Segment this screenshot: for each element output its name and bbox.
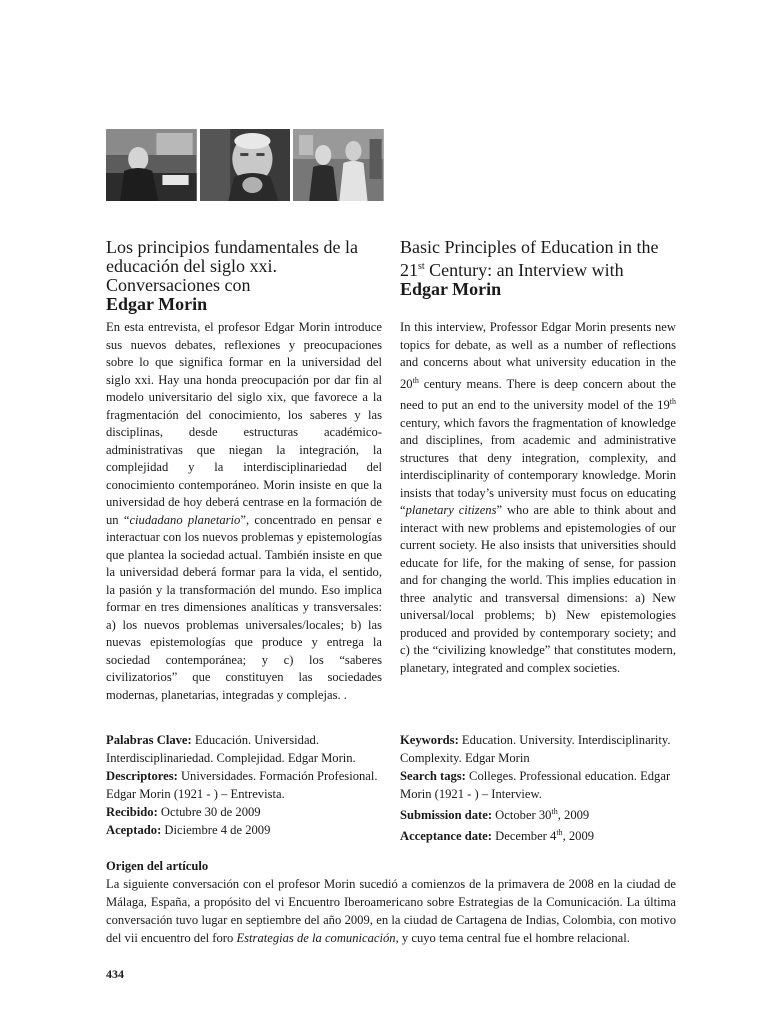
spanish-received — [106, 803, 382, 821]
spanish-title-text: Los principios fundamentales de la educación del siglo xxi. Conversaciones con — [106, 237, 358, 295]
english-title-text-2: Century: an Interview with — [424, 260, 624, 280]
photo-strip — [106, 129, 384, 201]
spanish-title — [106, 237, 382, 314]
english-keywords-value: Education. University. Interdisciplinarity. Complexity. Edgar Morin — [400, 733, 671, 765]
english-metadata — [400, 731, 676, 845]
english-submission-sup: th — [551, 807, 558, 816]
spanish-abstract-part-1: En esta entrevista, el profesor Edgar Morin introduce sus nuevos debates, reflexiones y preocupaciones sobre lo que significa formar en la universidad del siglo xxi. Hay una honda preocupación por dar fin al modelo universitario del siglo xix, que favorece a la fragmentación del conocimiento, los saberes y las disciplinas, desde estructuras académico-administrativas que niegan la integración, la complejidad y la interdisciplinariedad del conocimiento contemporáneo. Morin insiste en que la universidad de hoy deberá centrase en la formación de un “ — [106, 320, 382, 527]
english-title — [400, 238, 676, 298]
article-origin — [106, 857, 676, 947]
english-abstract-sup-1: th — [412, 375, 419, 385]
english-submission-label: Submission date: — [400, 808, 493, 823]
english-search-tags — [400, 767, 676, 803]
english-title-sup: st — [418, 261, 425, 272]
spanish-received-value: Octubre 30 de 2009 — [157, 805, 261, 819]
english-submission-date — [400, 803, 676, 824]
spanish-received-label: Recibido: — [106, 805, 158, 819]
photo-morin-portrait — [200, 129, 291, 201]
origin-text — [106, 875, 676, 947]
spanish-keywords-label: Palabras Clave: — [106, 733, 192, 747]
english-abstract-part-1: In this interview, Professor Edgar Morin presents new topics for debate, as well as a number of reflections and concerns about what university education in the 20 — [400, 320, 676, 391]
origin-text-emphasis: Estrategias de la comunicación — [236, 931, 396, 945]
english-search-tags-value: Colleges. Professional education. Edgar Morin (1921 - ) – Interview. — [400, 769, 671, 801]
spanish-keywords-value: Educación. Universidad. Interdisciplinariedad. Complejidad. Edgar Morin. — [106, 733, 356, 765]
origin-text-part-2: , y cuyo tema central fue el hombre relacional. — [395, 931, 630, 945]
spanish-descriptors-label: Descriptores: — [106, 769, 178, 783]
english-abstract-part-3: century, which favors the fragmentation of knowledge and disciplines, from academic and administrative structures that deny integration, complexity, and interdisciplinarity of contemporary knowledge. Morin insists that today’s university must focus on educating “ — [400, 415, 676, 518]
spanish-accepted-value: Diciembre 4 de 2009 — [161, 823, 271, 837]
english-abstract-emphasis: planetary citizens — [405, 503, 497, 518]
spanish-title-author: Edgar Morin — [106, 294, 208, 314]
english-submission-value-1: October 30 — [492, 808, 552, 823]
spanish-accepted — [106, 821, 382, 839]
english-abstract-part-2: century means. There is deep concern about the need to put an end to the university model of the 19 — [400, 376, 676, 413]
english-acceptance-date — [400, 824, 676, 845]
english-acceptance-value-1: December 4 — [491, 829, 557, 844]
english-column — [400, 238, 676, 677]
english-title-author: Edgar Morin — [400, 279, 502, 299]
spanish-descriptors-value: Universidades. Formación Profesional. Edgar Morin (1921 - ) – Entrevista. — [106, 769, 378, 801]
english-abstract-part-4: ” who are able to think about and interact with new problems and epistemologies of our current society. He also insists that universities should educate for life, for the making of sense, for passion and for changing the world. This implies education in three analytic and transversal dimensions: a) New universal/local problems; b) New epistemologies produced and provided by contemporary society; and c) the “civilizing knowledge” that constitutes modern, planetary, integrated and complex societies. — [400, 503, 676, 675]
english-submission-value-2: , 2009 — [557, 808, 590, 823]
english-acceptance-sup: th — [556, 828, 563, 838]
spanish-abstract-emphasis: ciudadano planetario — [129, 512, 241, 527]
photo-morin-group — [293, 129, 384, 201]
origin-text-part-1: La siguiente conversación con el profesor Morin sucedió a comienzos de la primavera de 2008 en la ciudad de Málaga, España, a propósito del vi Encuentro Iberoamericano sobre Estrategias de la Comunicación. La última conversación tuvo lugar en septiembre del año 2009, en la ciudad de Cartagena de Indias, Colombia, con motivo del vii encuentro del foro — [106, 877, 676, 945]
spanish-descriptors — [106, 767, 382, 803]
photo-morin-desk — [106, 129, 197, 201]
english-keywords — [400, 731, 676, 767]
english-search-tags-label: Search tags: — [400, 769, 466, 783]
spanish-metadata — [106, 731, 382, 839]
spanish-abstract — [106, 319, 382, 704]
english-acceptance-label: Acceptance date: — [400, 829, 492, 844]
english-title-text-1: Basic Principles of Education in the 21 — [400, 237, 659, 280]
english-abstract-sup-2: th — [669, 397, 676, 407]
spanish-accepted-label: Aceptado: — [106, 823, 162, 837]
english-abstract — [400, 319, 676, 677]
english-acceptance-value-2: , 2009 — [562, 829, 595, 844]
english-keywords-label: Keywords: — [400, 733, 459, 747]
page-number: 434 — [106, 967, 124, 981]
origin-heading: Origen del artículo — [106, 859, 209, 873]
spanish-abstract-part-2: ”, concentrado en pensar e interactuar con los nuevos problemas y epistemologías que plantea la sociedad actual. También insiste en que la universidad deberá formar para la vida, el sentido, la pasión y la transformación del mundo. Eso implica formar en tres dimensiones analíticas y transversales: a) los nuevos problemas universales/locales; b) las nuevas epistemologías que produce y entrega la sociedad contemporánea; y c) los “saberes civilizatorios” que constituyen las sociedades modernas, planetarias, integradas y complejas. . — [106, 512, 382, 702]
spanish-keywords — [106, 731, 382, 767]
spanish-column — [106, 238, 382, 704]
